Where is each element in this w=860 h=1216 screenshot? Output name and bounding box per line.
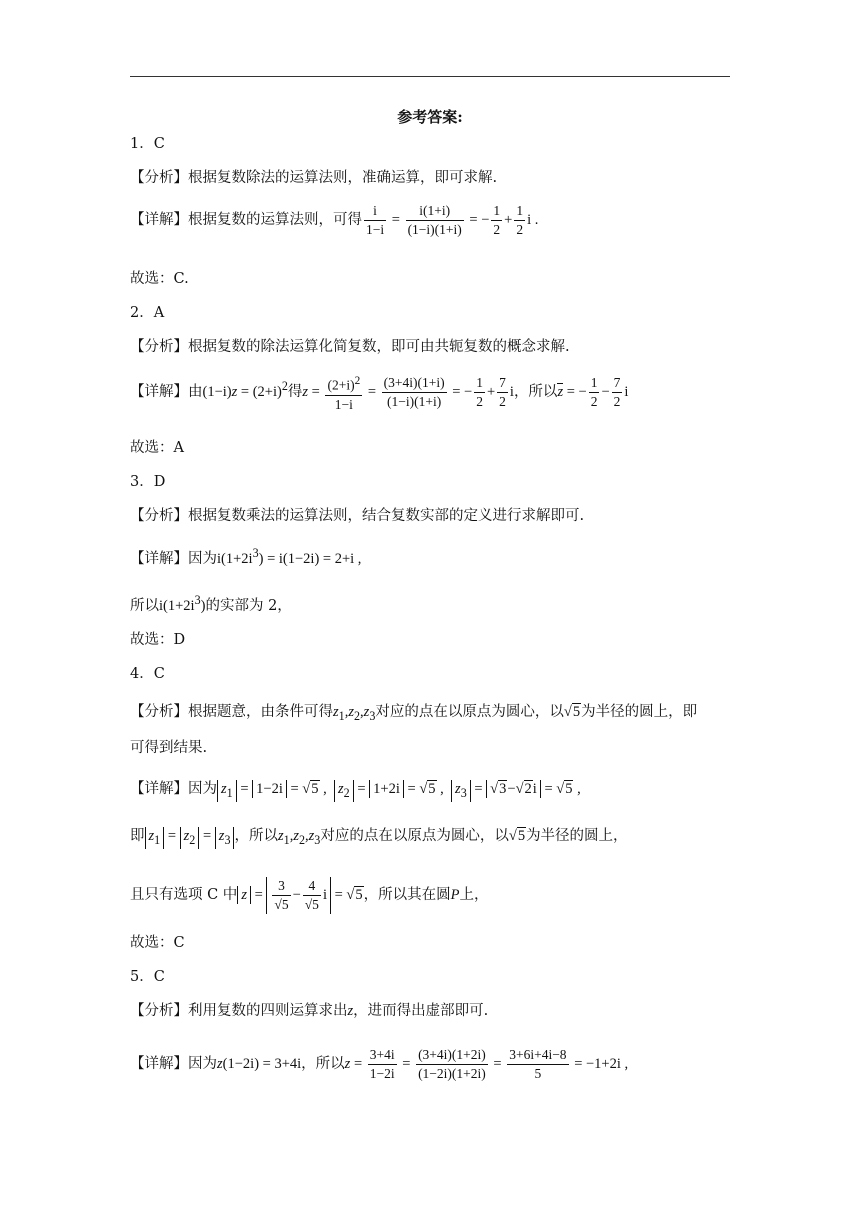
q5-formula-b: z = $\frac{3+4i}{1-2i}$ = $\frac{(3+4i)(1+2i)}{(1-2i)(1+2i)}$ = $\frac{3+6i+4i-8}{5}$ = −1+2i ,	[344, 1047, 629, 1081]
q4-analysis-b: 对应的点在以原点为圆心，以	[375, 704, 564, 720]
q4-vars-b: $z_1,z_2,z_3$	[277, 828, 321, 847]
q4-sqrt5-a: √5	[563, 704, 581, 720]
q2-formula-c: z = − $\frac{1}{2}$ − $\frac{7}{2}$ i	[557, 375, 629, 410]
q3-detail-prefix: 【详解】因为	[130, 550, 217, 567]
q5-number: 5．C	[130, 969, 165, 985]
q5-detail	[130, 1046, 628, 1083]
q3-line2-suffix: 的实部为 2，	[205, 597, 292, 614]
q4-line3	[130, 877, 488, 914]
q4-analysis	[130, 702, 697, 726]
q1-detail-prefix: 【详解】根据复数的运算法则，可得	[130, 211, 362, 228]
q5-detail-prefix: 【详解】因为	[130, 1055, 217, 1072]
q4-circle-p: P	[450, 886, 460, 903]
q4-answer: 故选：C	[130, 935, 185, 951]
q2-answer: 故选：A	[130, 440, 184, 456]
q4-line2-c: 为半径的圆上，	[526, 828, 628, 844]
q2-analysis: 【分析】根据复数的除法运算化简复数，即可由共轭复数的概念求解.	[130, 339, 570, 355]
q1-number: 1．C	[130, 136, 165, 152]
q2-detail-prefix: 【详解】由	[130, 384, 203, 401]
q3-analysis: 【分析】根据复数乘法的运算法则，结合复数实部的定义进行求解即可.	[130, 508, 585, 524]
q2-formula-b: z = $\frac{(2+i)^2}{1-i}$ = $\frac{(3+4i)(1+i)}{(1-i)(1+i)}$ = − $\frac{1}{2}$ + $\frac{7}{2}$ i	[302, 384, 514, 400]
header-rule	[130, 76, 730, 77]
q1-detail	[130, 202, 538, 239]
q5-formula-a: z(1−2i) = 3+4i	[217, 1055, 302, 1072]
q4-equal-moduli: $z_1 = z_2 = z_3$	[145, 828, 235, 844]
q4-line3-suffix-a: ，所以其在圆	[363, 886, 451, 903]
q5-analysis	[130, 1001, 488, 1021]
q4-line3-suffix-b: 上，	[459, 886, 489, 903]
q4-sqrt5-b: √5	[508, 828, 526, 844]
q2-detail	[130, 372, 628, 414]
q3-line2-prefix: 所以	[130, 597, 159, 614]
q4-analysis-a: 【分析】根据题意，由条件可得	[130, 704, 333, 720]
q5-analysis-a: 【分析】利用复数的四则运算求出	[130, 1003, 348, 1019]
q4-option-c-formula: z = $\frac{3}{√5}$ − $\frac{4}{√5}$ i = √5	[237, 887, 363, 903]
q3-expression: $i(1+2i^3)$	[159, 593, 206, 614]
q3-answer: 故选：D	[130, 632, 186, 648]
q2-detail-mid1: 得	[287, 384, 303, 401]
q4-line2-b: 对应的点在以原点为圆心，以	[320, 828, 509, 844]
q5-var-z: z	[347, 1003, 354, 1019]
q4-vars-a: $z_1,z_2,z_3$	[333, 704, 376, 723]
q1-analysis: 【分析】根据复数除法的运算法则，准确运算，即可求解.	[130, 170, 498, 186]
q1-formula: $\frac{i}{1-i}$ = $\frac{i(1+i)}{(1-i)(1+i)}$ = − $\frac{1}{2}$ + $\frac{1}{2}$ i .	[366, 203, 539, 237]
q4-line2-a: ，所以	[234, 828, 278, 844]
q4-number: 4．C	[130, 666, 165, 682]
q4-analysis-line2: 可得到结果.	[130, 740, 208, 756]
q4-detail	[130, 779, 581, 802]
q5-detail-mid: ，所以	[301, 1055, 345, 1072]
q2-formula-a: $(1-i)z = (2+i)^2$	[202, 379, 288, 401]
q1-answer: 故选：C.	[130, 271, 189, 287]
q2-detail-mid2: ，所以	[513, 384, 558, 401]
q3-detail	[130, 543, 361, 569]
q5-analysis-b: ，进而得出虚部即可.	[353, 1003, 489, 1019]
page-title: 参考答案:	[397, 108, 463, 126]
q4-formula-a: $z_1 = 1-2i = √5$ , $z_2 = 1+2i = √5$ , $z_3 = √3-√2i = √5$ ,	[217, 781, 581, 797]
q4-line2-prefix: 即	[130, 828, 145, 844]
q4-line2	[130, 826, 628, 850]
q3-line2	[130, 590, 292, 616]
q3-number: 3．D	[130, 474, 166, 490]
q4-line3-prefix: 且只有选项 C 中	[130, 886, 238, 903]
q4-detail-prefix: 【详解】因为	[130, 781, 217, 797]
q4-analysis-c: 为半径的圆上，即	[581, 704, 698, 720]
q3-formula: $i(1+2i^3) = i(1-2i) = 2+i$ ,	[217, 546, 362, 567]
q2-number: 2．A	[130, 305, 165, 321]
